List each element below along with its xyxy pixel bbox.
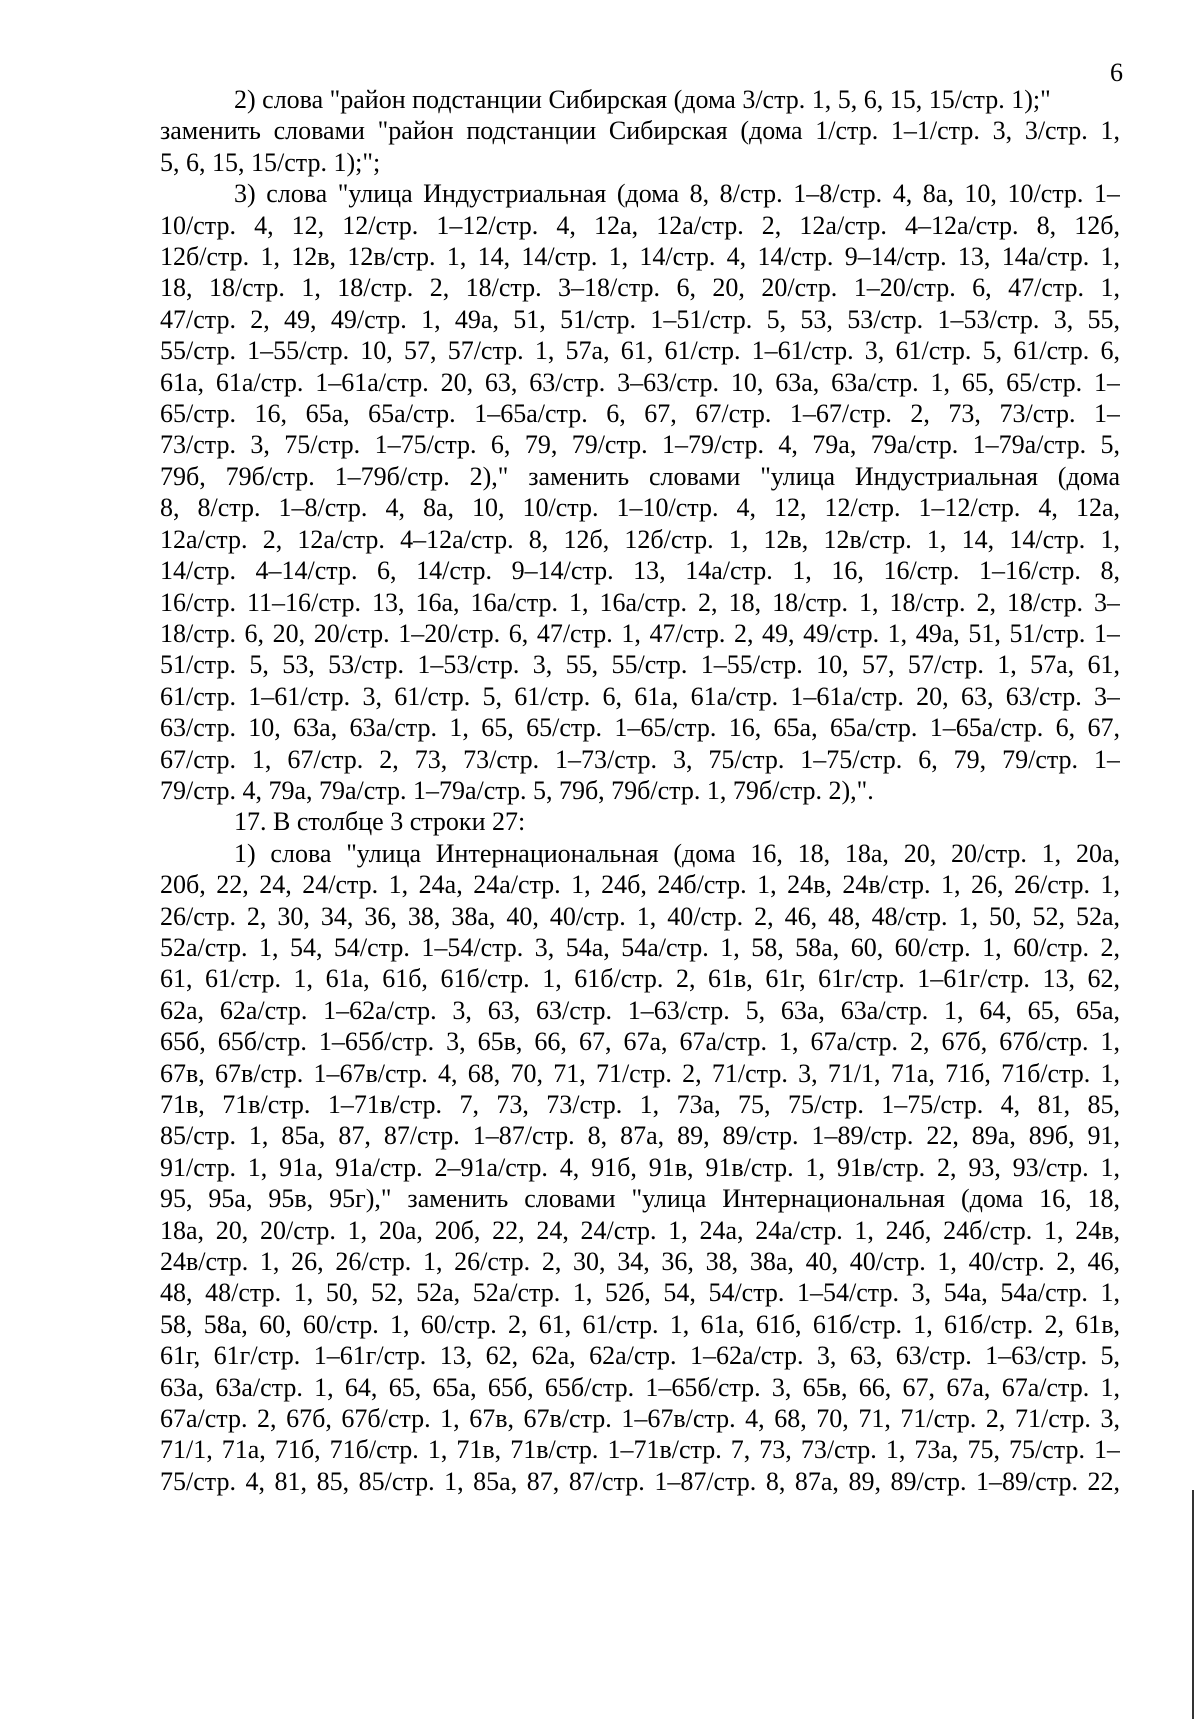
paragraph-line: 10/стр. 4, 12, 12/стр. 1–12/стр. 4, 12а, 12а/стр. 2, 12а/стр. 4–12а/стр. 8, 12б,	[160, 210, 1120, 240]
paragraph-line: 91/стр. 1, 91а, 91а/стр. 2–91а/стр. 4, 91б, 91в, 91в/стр. 1, 91в/стр. 2, 93, 93/стр. 1,	[160, 1152, 1120, 1182]
paragraph-line: 95, 95а, 95в, 95г)," заменить словами "улица Интернациональная (дома 16, 18,	[160, 1184, 1120, 1214]
paragraph-line: 14/стр. 4–14/стр. 6, 14/стр. 9–14/стр. 13, 14а/стр. 1, 16, 16/стр. 1–16/стр. 8,	[160, 556, 1120, 586]
paragraph-line: 61, 61/стр. 1, 61а, 61б, 61б/стр. 1, 61б/стр. 2, 61в, 61г, 61г/стр. 1–61г/стр. 13, 62,	[160, 964, 1120, 994]
paragraph-line: 47/стр. 2, 49, 49/стр. 1, 49а, 51, 51/стр. 1–51/стр. 5, 53, 53/стр. 1–53/стр. 3, 55,	[160, 304, 1120, 334]
section-heading: 17. В столбце 3 строки 27:	[234, 807, 526, 837]
paragraph-line: 67/стр. 1, 67/стр. 2, 73, 73/стр. 1–73/стр. 3, 75/стр. 1–75/стр. 6, 79, 79/стр. 1–	[160, 744, 1120, 774]
paragraph-line: 3) слова "улица Индустриальная (дома 8, 8/стр. 1–8/стр. 4, 8а, 10, 10/стр. 1–	[234, 179, 1120, 209]
paragraph-line: 52а/стр. 1, 54, 54/стр. 1–54/стр. 3, 54а, 54а/стр. 1, 58, 58а, 60, 60/стр. 1, 60/стр. 2,	[160, 932, 1120, 962]
paragraph-line: 24в/стр. 1, 26, 26/стр. 1, 26/стр. 2, 30, 34, 36, 38, 38а, 40, 40/стр. 1, 40/стр. 2, 46,	[160, 1247, 1120, 1277]
paragraph-line: 55/стр. 1–55/стр. 10, 57, 57/стр. 1, 57а, 61, 61/стр. 1–61/стр. 3, 61/стр. 5, 61/стр. 6,	[160, 336, 1120, 366]
paragraph-line: 12б/стр. 1, 12в, 12в/стр. 1, 14, 14/стр. 1, 14/стр. 4, 14/стр. 9–14/стр. 13, 14а/стр. 1,	[160, 242, 1120, 272]
paragraph-line: 18, 18/стр. 1, 18/стр. 2, 18/стр. 3–18/стр. 6, 20, 20/стр. 1–20/стр. 6, 47/стр. 1,	[160, 273, 1120, 303]
paragraph-line: 1) слова "улица Интернациональная (дома 16, 18, 18а, 20, 20/стр. 1, 20а,	[234, 838, 1120, 868]
paragraph-line: 18а, 20, 20/стр. 1, 20а, 20б, 22, 24, 24/стр. 1, 24а, 24а/стр. 1, 24б, 24б/стр. 1, 24в,	[160, 1215, 1120, 1245]
paragraph-line: 20б, 22, 24, 24/стр. 1, 24а, 24а/стр. 1, 24б, 24б/стр. 1, 24в, 24в/стр. 1, 26, 26/стр. 1,	[160, 870, 1120, 900]
paragraph-line: 62а, 62а/стр. 1–62а/стр. 3, 63, 63/стр. 1–63/стр. 5, 63а, 63а/стр. 1, 64, 65, 65а,	[160, 995, 1120, 1025]
paragraph-line: 63а, 63а/стр. 1, 64, 65, 65а, 65б, 65б/стр. 1–65б/стр. 3, 65в, 66, 67, 67а, 67а/стр. 1,	[160, 1372, 1120, 1402]
paragraph-line: 61/стр. 1–61/стр. 3, 61/стр. 5, 61/стр. 6, 61а, 61а/стр. 1–61а/стр. 20, 63, 63/стр. 3–	[160, 681, 1120, 711]
page-number: 6	[1110, 58, 1123, 87]
document-body	[160, 84, 1120, 1497]
paragraph-line: 79б, 79б/стр. 1–79б/стр. 2)," заменить словами "улица Индустриальная (дома	[160, 461, 1120, 491]
paragraph-line: 67а/стр. 2, 67б, 67б/стр. 1, 67в, 67в/стр. 1–67в/стр. 4, 68, 70, 71, 71/стр. 2, 71/стр. 3,	[160, 1404, 1120, 1434]
paragraph-line: 61г, 61г/стр. 1–61г/стр. 13, 62, 62а, 62а/стр. 1–62а/стр. 3, 63, 63/стр. 1–63/стр. 5,	[160, 1341, 1120, 1371]
paragraph-line: 75/стр. 4, 81, 85, 85/стр. 1, 85а, 87, 87/стр. 1–87/стр. 8, 87а, 89, 89/стр. 1–89/стр. 22,	[160, 1466, 1120, 1496]
paragraph-line: заменить словами "район подстанции Сибирская (дома 1/стр. 1–1/стр. 3, 3/стр. 1,	[160, 116, 1120, 146]
scan-edge-mark	[1192, 1490, 1194, 1719]
paragraph-line: 79/стр. 4, 79а, 79а/стр. 1–79а/стр. 5, 79б, 79б/стр. 1, 79б/стр. 2),".	[160, 775, 874, 805]
paragraph-line: 5, 6, 15, 15/стр. 1);";	[160, 147, 381, 177]
paragraph-line: 65б, 65б/стр. 1–65б/стр. 3, 65в, 66, 67, 67а, 67а/стр. 1, 67а/стр. 2, 67б, 67б/стр. 1,	[160, 1027, 1120, 1057]
paragraph-line: 51/стр. 5, 53, 53/стр. 1–53/стр. 3, 55, 55/стр. 1–55/стр. 10, 57, 57/стр. 1, 57а, 61,	[160, 650, 1120, 680]
paragraph-line: 73/стр. 3, 75/стр. 1–75/стр. 6, 79, 79/стр. 1–79/стр. 4, 79а, 79а/стр. 1–79а/стр. 5,	[160, 430, 1120, 460]
paragraph-line: 18/стр. 6, 20, 20/стр. 1–20/стр. 6, 47/стр. 1, 47/стр. 2, 49, 49/стр. 1, 49а, 51, 51/стр. 1–	[160, 618, 1120, 648]
paragraph-line: 2) слова "район подстанции Сибирская (дома 3/стр. 1, 5, 6, 15, 15/стр. 1);"	[234, 85, 1051, 114]
paragraph-line: 58, 58а, 60, 60/стр. 1, 60/стр. 2, 61, 61/стр. 1, 61а, 61б, 61б/стр. 1, 61б/стр. 2, 61в,	[160, 1309, 1120, 1339]
paragraph-line: 48, 48/стр. 1, 50, 52, 52а, 52а/стр. 1, 52б, 54, 54/стр. 1–54/стр. 3, 54а, 54а/стр. 1,	[160, 1278, 1120, 1308]
paragraph-line: 71в, 71в/стр. 1–71в/стр. 7, 73, 73/стр. 1, 73а, 75, 75/стр. 1–75/стр. 4, 81, 85,	[160, 1090, 1120, 1119]
paragraph-line: 67в, 67в/стр. 1–67в/стр. 4, 68, 70, 71, 71/стр. 2, 71/стр. 3, 71/1, 71а, 71б, 71б/стр. 1,	[160, 1058, 1120, 1088]
paragraph-line: 71/1, 71а, 71б, 71б/стр. 1, 71в, 71в/стр. 1–71в/стр. 7, 73, 73/стр. 1, 73а, 75, 75/стр. 1–	[160, 1435, 1120, 1465]
paragraph-line: 61а, 61а/стр. 1–61а/стр. 20, 63, 63/стр. 3–63/стр. 10, 63а, 63а/стр. 1, 65, 65/стр. 1–	[160, 367, 1120, 397]
paragraph-line: 85/стр. 1, 85а, 87, 87/стр. 1–87/стр. 8, 87а, 89, 89/стр. 1–89/стр. 22, 89а, 89б, 91,	[160, 1121, 1120, 1151]
paragraph-line: 8, 8/стр. 1–8/стр. 4, 8а, 10, 10/стр. 1–10/стр. 4, 12, 12/стр. 1–12/стр. 4, 12а,	[160, 493, 1120, 523]
paragraph-line: 26/стр. 2, 30, 34, 36, 38, 38а, 40, 40/стр. 1, 40/стр. 2, 46, 48, 48/стр. 1, 50, 52, 52а,	[160, 901, 1120, 931]
paragraph-line: 12а/стр. 2, 12а/стр. 4–12а/стр. 8, 12б, 12б/стр. 1, 12в, 12в/стр. 1, 14, 14/стр. 1,	[160, 524, 1120, 554]
paragraph-line: 16/стр. 11–16/стр. 13, 16а, 16а/стр. 1, 16а/стр. 2, 18, 18/стр. 1, 18/стр. 2, 18/стр. 3–	[160, 587, 1120, 617]
paragraph-line: 65/стр. 16, 65а, 65а/стр. 1–65а/стр. 6, 67, 67/стр. 1–67/стр. 2, 73, 73/стр. 1–	[160, 399, 1120, 429]
paragraph-line: 63/стр. 10, 63а, 63а/стр. 1, 65, 65/стр. 1–65/стр. 16, 65а, 65а/стр. 1–65а/стр. 6, 67,	[160, 713, 1120, 743]
